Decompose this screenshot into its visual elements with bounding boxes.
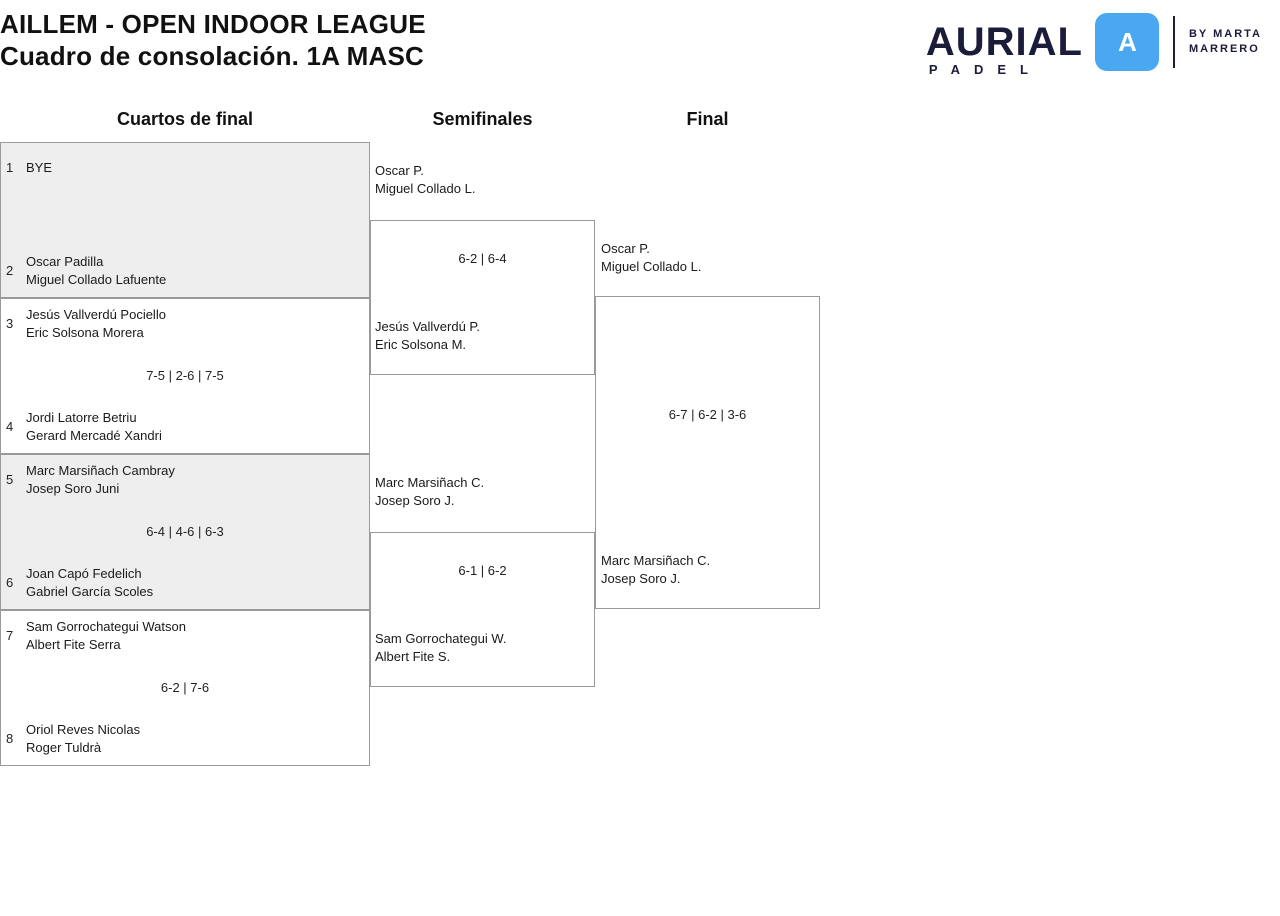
player-name: Miguel Collado L. <box>375 181 476 196</box>
qf-seed-2: 2 <box>6 263 14 278</box>
sf-team-4 <box>375 630 507 666</box>
final-team-1 <box>601 240 701 276</box>
qf-score-4: 6-2 | 7-6 <box>160 680 210 695</box>
logo-byline-2: MARRERO <box>1188 43 1260 55</box>
qf-seed-5: 5 <box>6 472 14 487</box>
player-name: BYE <box>26 160 53 175</box>
qf-team-8 <box>26 721 140 757</box>
qf-team-2 <box>26 253 166 289</box>
logo-badge-icon <box>1095 13 1159 71</box>
player-name: Sam Gorrochategui W. <box>375 631 507 646</box>
page-title <box>0 8 426 72</box>
qf-team-3 <box>26 306 166 342</box>
final-score: 6-7 | 6-2 | 3-6 <box>668 407 747 422</box>
player-name: Albert Fite S. <box>375 649 451 664</box>
qf-team-4 <box>26 409 162 445</box>
qf-seed-4: 4 <box>6 419 14 434</box>
player-name: Jesús Vallverdú Pociello <box>26 307 166 322</box>
round-heading-quarterfinals: Cuartos de final <box>116 109 254 129</box>
qf-seed-8: 8 <box>6 731 14 746</box>
logo-byline-1: BY MARTA <box>1188 28 1262 40</box>
sf-team-2 <box>375 318 480 354</box>
player-name: Sam Gorrochategui Watson <box>26 619 186 634</box>
player-name: Jordi Latorre Betriu <box>26 410 137 425</box>
brand-logo <box>882 10 1262 77</box>
qf-team-7 <box>26 618 186 654</box>
player-name: Oscar Padilla <box>26 254 104 269</box>
round-heading-final: Final <box>686 109 729 129</box>
player-name: Oscar P. <box>375 163 424 178</box>
qf-seed-1: 1 <box>6 160 14 175</box>
qf-seed-7: 7 <box>6 628 14 643</box>
qf-team-1 <box>26 159 52 177</box>
logo-badge-letter: A <box>1118 26 1136 57</box>
title-line-2: Cuadro de consolación. 1A MASC <box>0 41 424 71</box>
player-name: Jesús Vallverdú P. <box>375 319 481 334</box>
qf-score-3: 6-4 | 4-6 | 6-3 <box>146 524 224 539</box>
sf-score-2: 6-1 | 6-2 <box>458 563 507 578</box>
player-name: Marc Marsiñach C. <box>601 553 711 568</box>
player-name: Marc Marsiñach Cambray <box>26 463 175 478</box>
qf-team-6 <box>26 565 153 601</box>
logo-wordmark <box>925 20 1083 77</box>
player-name: Albert Fite Serra <box>26 637 121 652</box>
player-name: Joan Capó Fedelich <box>26 566 142 581</box>
final-team-2 <box>601 552 710 588</box>
player-name: Josep Soro Juni <box>26 481 120 496</box>
sf-team-1 <box>375 162 475 198</box>
player-name: Eric Solsona Morera <box>26 325 144 340</box>
player-name: Josep Soro J. <box>601 571 681 586</box>
player-name: Roger Tuldrà <box>26 740 102 755</box>
sf-score-1: 6-2 | 6-4 <box>458 251 507 266</box>
player-name: Marc Marsiñach C. <box>375 475 485 490</box>
player-name: Oscar P. <box>601 241 650 256</box>
logo-word-text: AURIAL <box>925 20 1083 64</box>
qf-score-2: 7-5 | 2-6 | 7-5 <box>146 368 224 383</box>
logo-byline <box>1189 27 1262 57</box>
player-name: Eric Solsona M. <box>375 337 467 352</box>
player-name: Miguel Collado Lafuente <box>26 272 167 287</box>
player-name: Gabriel García Scoles <box>26 584 154 599</box>
player-name: Miguel Collado L. <box>601 259 702 274</box>
player-name: Josep Soro J. <box>375 493 455 508</box>
player-name: Gerard Mercadé Xandri <box>26 428 162 443</box>
qf-team-5 <box>26 462 175 498</box>
qf-seed-3: 3 <box>6 316 14 331</box>
round-heading-semifinals: Semifinales <box>432 109 533 129</box>
player-name: Oriol Reves Nicolas <box>26 722 141 737</box>
sf-team-3 <box>375 474 484 510</box>
logo-subtext: PADEL <box>928 62 1042 77</box>
logo-divider <box>1173 16 1175 68</box>
qf-seed-6: 6 <box>6 575 14 590</box>
title-line-1: AILLEM - OPEN INDOOR LEAGUE <box>0 9 426 39</box>
